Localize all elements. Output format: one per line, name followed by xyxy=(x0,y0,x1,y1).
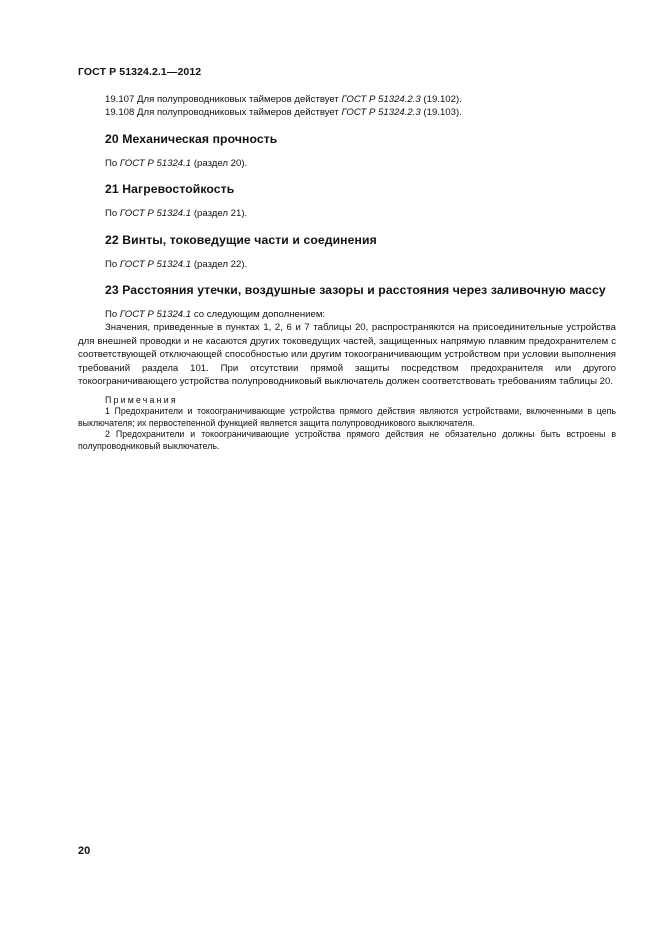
page-content xyxy=(78,93,616,452)
section-23-body: Значения, приведенные в пунктах 1, 2, 6 и 7 таблицы 20, распространяются на присоединительные устройства для внешней проводки и не касаются других токоведущих частей, защищенных напрямую плавким предохранителем с соответствующей отключающей способностью или другим токоограничивающим устройством при условии выполнения требований раздела 101. При отсутствии прямой защиты посредством предохранителя или другого токоограничивающего устройства полупроводниковый выключатель должен соответствовать требованиям таблицы 20. xyxy=(78,322,616,388)
standard-reference: ГОСТ Р 51324.2.3 xyxy=(341,94,421,105)
clause-19-107 xyxy=(78,93,616,106)
document-header: ГОСТ Р 51324.2.1—2012 xyxy=(78,66,202,78)
page-number: 20 xyxy=(78,845,91,857)
standard-reference: ГОСТ Р 51324.1 xyxy=(119,208,192,220)
standard-reference: ГОСТ Р 51324.1 xyxy=(119,157,192,169)
section-22-text xyxy=(78,258,616,271)
clause-text: (19.103). xyxy=(420,107,462,119)
clause-text: По xyxy=(105,208,120,220)
section-20-text xyxy=(78,157,616,170)
clause-text: со следующим дополнением: xyxy=(191,309,326,321)
clause-19-108 xyxy=(78,106,616,119)
clause-text: 19.108 Для полупроводниковых таймеров действует xyxy=(105,107,342,119)
clause-text: (раздел 22). xyxy=(191,258,248,270)
clause-text: По xyxy=(105,309,120,321)
standard-reference: ГОСТ Р 51324.1 xyxy=(119,309,192,321)
clause-text: По xyxy=(105,157,120,169)
section-23-intro xyxy=(78,308,616,321)
notes-heading: Примечания xyxy=(105,395,178,406)
note-1: 1 Предохранители и токоограничивающие устройства прямого действия являются устройствами, включенными в цепь выключателя; их первостепенной функцией является защита полупроводникового выключателя. xyxy=(78,406,616,428)
standard-reference: ГОСТ Р 51324.2.3 xyxy=(341,107,421,119)
section-21-text xyxy=(78,207,616,220)
clause-text: 19.107 Для полупроводниковых таймеров действует xyxy=(105,94,342,105)
section-20-heading: 20 Механическая прочность xyxy=(105,131,278,146)
clause-text: (19.102). xyxy=(420,94,462,105)
clause-text: По xyxy=(105,258,120,270)
section-23-heading: 23 Расстояния утечки, воздушные зазоры и расстояния через заливочную массу xyxy=(105,283,606,298)
section-21-heading: 21 Нагревостойкость xyxy=(105,182,235,197)
section-22-heading: 22 Винты, токоведущие части и соединения xyxy=(105,232,377,247)
clause-text: (раздел 21). xyxy=(191,208,248,220)
standard-reference: ГОСТ Р 51324.1 xyxy=(119,258,192,270)
clause-text: (раздел 20). xyxy=(191,157,248,169)
note-2: 2 Предохранители и токоограничивающие устройства прямого действия не обязательно должны быть встроены в полупроводниковый выключатель. xyxy=(78,429,616,451)
